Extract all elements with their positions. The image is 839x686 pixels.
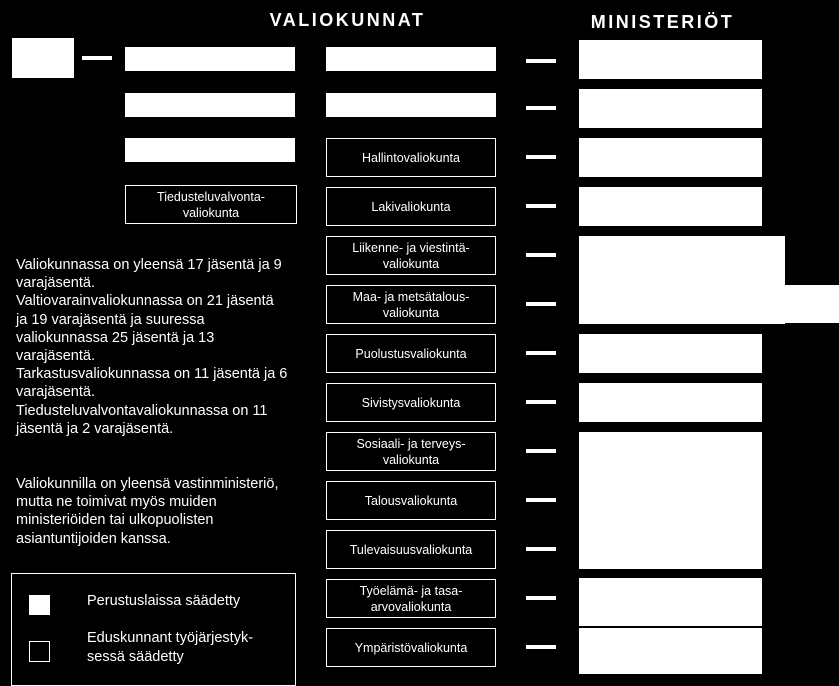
members-info-text: Valiokunnassa on yleensä 17 jäsentä ja 9 varajäsentä. Valtiovarainvaliokunnassa on 21 jäsentä ja 19 varajäsentä ja suuressa valiokunnassa 25 jäsentä ja 13 varajäsentä. Tarkastusvaliokunnassa on 11 jäsentä ja 6 varajäsentä. Tiedusteluvalvontavaliokunnassa on 11 jäsentä ja 2 varajäsentä. bbox=[16, 257, 288, 437]
connector-dash bbox=[526, 59, 556, 63]
ministry-box bbox=[579, 432, 762, 569]
committee-sivistys bbox=[326, 383, 496, 422]
ministry-box bbox=[579, 138, 762, 177]
committee-hallinto bbox=[326, 138, 496, 177]
committee-box-filled bbox=[125, 138, 295, 162]
committee-ymparisto bbox=[326, 628, 496, 667]
legend-outlined-swatch bbox=[29, 641, 50, 662]
connector-dash bbox=[526, 155, 556, 159]
legend bbox=[11, 573, 296, 686]
committee-label: Maa- ja metsätalous- valiokunta bbox=[352, 289, 470, 320]
connector-dash bbox=[526, 547, 556, 551]
ministry-box bbox=[579, 40, 762, 79]
committee-laki bbox=[326, 187, 496, 226]
committee-box-filled bbox=[326, 93, 496, 117]
connector-dash bbox=[526, 302, 556, 306]
connector-dash bbox=[526, 645, 556, 649]
committee-puolustus bbox=[326, 334, 496, 373]
ministry-info-text: Valiokunnilla on yleensä vastinministeriö, mutta ne toimivat myös muiden ministeriöiden tai ulkopuolisten asiantuntijoiden kanssa. bbox=[16, 476, 279, 547]
connector-dash bbox=[526, 106, 556, 110]
committee-label: Lakivaliokunta bbox=[371, 199, 451, 214]
connector-dash bbox=[82, 56, 112, 60]
connector-dash bbox=[526, 253, 556, 257]
committee-label: Hallintovaliokunta bbox=[362, 150, 460, 165]
legend-filled-swatch bbox=[29, 595, 50, 615]
committee-label: Tulevaisuusvaliokunta bbox=[349, 542, 473, 557]
committee-tulevaisuus bbox=[326, 530, 496, 569]
committee-label: Sosiaali- ja terveys- valiokunta bbox=[356, 436, 466, 467]
committee-label: Työelämä- ja tasa- arvovaliokunta bbox=[359, 583, 463, 614]
grand-committee-box bbox=[12, 38, 74, 78]
committee-label: Puolustusvaliokunta bbox=[355, 346, 467, 361]
committee-label: Ympäristövaliokunta bbox=[354, 640, 468, 655]
committee-tiedusteluvalvonta bbox=[125, 185, 297, 224]
ministry-box bbox=[579, 89, 762, 128]
committee-label: Liikenne- ja viestintä- valiokunta bbox=[352, 240, 470, 271]
committee-box-filled bbox=[125, 47, 295, 71]
connector-dash bbox=[526, 351, 556, 355]
connector-dash bbox=[526, 449, 556, 453]
committee-box-filled bbox=[326, 47, 496, 71]
ministries-heading: MINISTERIÖT bbox=[590, 12, 735, 32]
committee-label: Tiedusteluvalvonta- valiokunta bbox=[157, 189, 265, 220]
connector-dash bbox=[526, 498, 556, 502]
connector-dash bbox=[526, 400, 556, 404]
committee-label: Talousvaliokunta bbox=[364, 493, 458, 508]
committee-box-filled bbox=[125, 93, 295, 117]
ministry-box bbox=[579, 334, 762, 373]
committees-heading: VALIOKUNNAT bbox=[269, 10, 426, 30]
legend-outlined-label: Eduskunnant työjärjestyk- sessä säädetty bbox=[87, 630, 254, 665]
ministry-box bbox=[579, 187, 762, 226]
ministry-box bbox=[579, 578, 762, 626]
committee-maa-metsatalous bbox=[326, 285, 496, 324]
ministry-box bbox=[579, 383, 762, 422]
committee-tyoelama-tasa-arvo bbox=[326, 579, 496, 618]
committee-liikenne bbox=[326, 236, 496, 275]
committee-talous bbox=[326, 481, 496, 520]
legend-filled-label: Perustuslaissa säädetty bbox=[87, 593, 241, 609]
connector-dash bbox=[526, 204, 556, 208]
connector-dash bbox=[526, 596, 556, 600]
committee-label: Sivistysvaliokunta bbox=[361, 395, 461, 410]
committee-sosiaali-terveys bbox=[326, 432, 496, 471]
ministry-box bbox=[579, 627, 762, 674]
ministry-box bbox=[579, 285, 839, 323]
